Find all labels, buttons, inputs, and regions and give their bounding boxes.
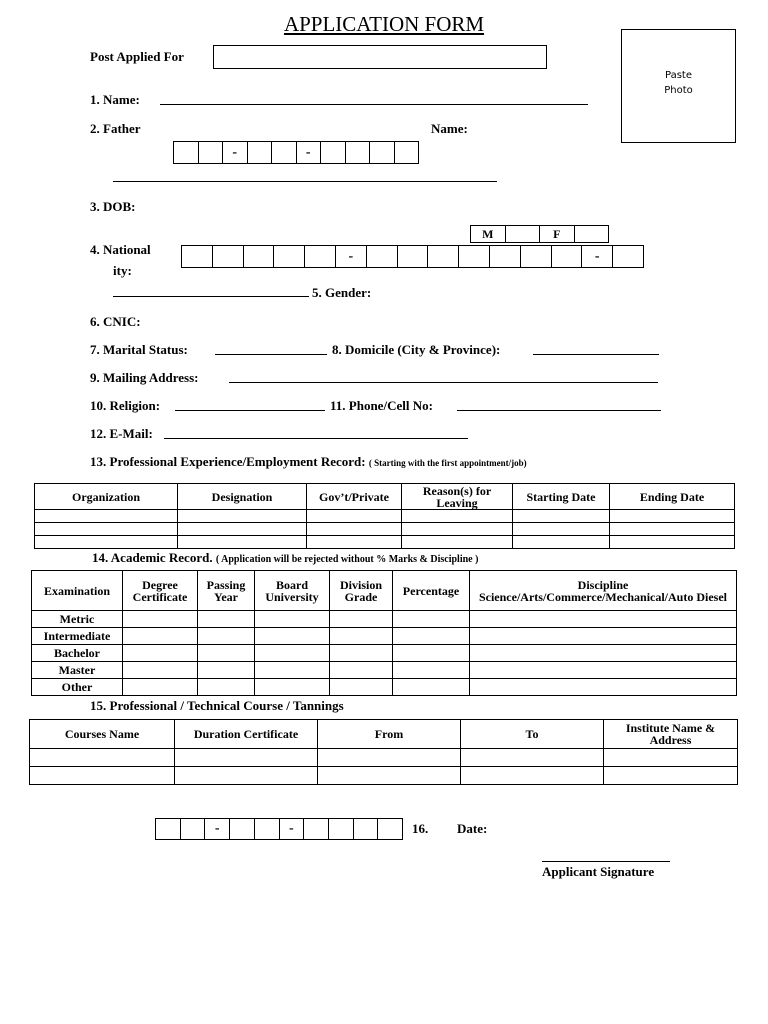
- course-header-institute: Institute Name & Address: [604, 720, 738, 749]
- table-cell[interactable]: [393, 662, 470, 679]
- gender-boxes[interactable]: [470, 225, 609, 243]
- table-cell[interactable]: [123, 679, 198, 696]
- cnic-cell[interactable]: [244, 246, 275, 267]
- post-applied-label: Post Applied For: [90, 49, 184, 64]
- acad-header-division: Division Grade: [330, 571, 393, 611]
- table-row: [32, 662, 737, 679]
- table-cell[interactable]: [461, 749, 604, 767]
- table-cell[interactable]: [393, 679, 470, 696]
- cnic-cell[interactable]: [490, 246, 521, 267]
- cnic-cell[interactable]: [305, 246, 336, 267]
- nationality-label: 4. National: [90, 242, 151, 257]
- table-row: [32, 611, 737, 628]
- table-cell[interactable]: [123, 611, 198, 628]
- table-cell[interactable]: [175, 749, 318, 767]
- acad-row-label: Metric: [32, 611, 123, 628]
- academic-title: 14. Academic Record.: [92, 550, 213, 565]
- table-cell[interactable]: [198, 679, 255, 696]
- course-header-to: To: [461, 720, 604, 749]
- domicile-input-line[interactable]: [533, 354, 659, 355]
- acad-row-label: Master: [32, 662, 123, 679]
- table-cell[interactable]: [513, 523, 610, 536]
- cnic-cell[interactable]: [321, 142, 346, 163]
- exp-header-govt: Gov’t/Private: [307, 484, 402, 510]
- photo-box[interactable]: [621, 29, 736, 143]
- marital-input-line[interactable]: [215, 354, 327, 355]
- table-cell[interactable]: [470, 611, 737, 628]
- table-cell[interactable]: [35, 510, 178, 523]
- cnic-cell[interactable]: [174, 142, 199, 163]
- table-cell[interactable]: [255, 679, 330, 696]
- table-cell[interactable]: [198, 611, 255, 628]
- signature-label: Applicant Signature: [542, 864, 655, 879]
- table-cell[interactable]: [330, 611, 393, 628]
- acad-header-discipline: Discipline Science/Arts/Commerce/Mechanical/Auto Diesel: [470, 571, 737, 611]
- table-cell[interactable]: [330, 628, 393, 645]
- table-cell[interactable]: [198, 662, 255, 679]
- table-cell[interactable]: [470, 628, 737, 645]
- table-cell[interactable]: [604, 767, 738, 785]
- cnic-cell[interactable]: [398, 246, 429, 267]
- table-cell[interactable]: [198, 628, 255, 645]
- acad-row-label: Other: [32, 679, 123, 696]
- acad-header-board: Board University: [255, 571, 330, 611]
- date-boxes[interactable]: [155, 818, 403, 840]
- cnic-cell[interactable]: [182, 246, 213, 267]
- table-cell[interactable]: [255, 645, 330, 662]
- exp-header-start: Starting Date: [513, 484, 610, 510]
- cnic-cell[interactable]: [428, 246, 459, 267]
- table-cell[interactable]: [393, 611, 470, 628]
- exp-header-reason: Reason(s) for Leaving: [402, 484, 513, 510]
- email-input-line[interactable]: [164, 438, 468, 439]
- date-cell[interactable]: [181, 819, 206, 839]
- table-cell[interactable]: [123, 628, 198, 645]
- marital-label: 7. Marital Status:: [90, 342, 188, 357]
- table-cell[interactable]: [307, 510, 402, 523]
- cnic-cell[interactable]: [213, 246, 244, 267]
- cnic-cell[interactable]: [367, 246, 398, 267]
- exp-header-organization: Organization: [35, 484, 178, 510]
- table-cell[interactable]: [123, 662, 198, 679]
- cnic-cell[interactable]: [248, 142, 273, 163]
- cnic-cell[interactable]: [199, 142, 224, 163]
- course-header-duration: Duration Certificate: [175, 720, 318, 749]
- date-cell[interactable]: [156, 819, 181, 839]
- table-cell[interactable]: [513, 536, 610, 549]
- father-cnic-boxes[interactable]: [173, 141, 419, 164]
- cnic-cell[interactable]: [395, 142, 419, 163]
- mailing-input-line[interactable]: [229, 382, 658, 383]
- table-row: [35, 536, 735, 549]
- table-row: [32, 679, 737, 696]
- academic-label: [92, 550, 478, 566]
- table-cell[interactable]: [198, 645, 255, 662]
- email-label: 12. E-Mail:: [90, 426, 153, 441]
- course-header-name: Courses Name: [30, 720, 175, 749]
- table-row: [35, 510, 735, 523]
- academic-table: [31, 570, 737, 696]
- signature-line[interactable]: [542, 861, 670, 862]
- acad-header-degree: Degree Certificate: [123, 571, 198, 611]
- cnic-cell[interactable]: [370, 142, 395, 163]
- acad-header-percentage: Percentage: [393, 571, 470, 611]
- acad-header-exam: Examination: [32, 571, 123, 611]
- table-cell[interactable]: [255, 611, 330, 628]
- cnic-dash: -: [297, 142, 322, 163]
- table-row: [30, 749, 738, 767]
- table-cell[interactable]: [307, 536, 402, 549]
- date-label: Date:: [457, 821, 488, 836]
- cnic-cell[interactable]: [459, 246, 490, 267]
- table-cell[interactable]: [461, 767, 604, 785]
- acad-row-label: Intermediate: [32, 628, 123, 645]
- table-cell[interactable]: [393, 628, 470, 645]
- table-cell[interactable]: [470, 679, 737, 696]
- table-cell[interactable]: [255, 628, 330, 645]
- nationality-input-line[interactable]: [113, 296, 309, 297]
- mailing-label: 9. Mailing Address:: [90, 370, 199, 385]
- experience-note: ( Starting with the first appointment/job): [368, 458, 527, 468]
- domicile-label: 8. Domicile (City & Province):: [332, 342, 501, 357]
- table-cell[interactable]: [178, 523, 307, 536]
- cnic-cell[interactable]: [272, 142, 297, 163]
- gender-m-label: M: [471, 226, 506, 242]
- date-cell[interactable]: [304, 819, 329, 839]
- table-cell[interactable]: [318, 749, 461, 767]
- table-cell[interactable]: [610, 523, 735, 536]
- cnic-dash: -: [223, 142, 248, 163]
- course-table: [29, 719, 738, 785]
- cnic-dash: -: [582, 246, 613, 267]
- phone-input-line[interactable]: [457, 410, 661, 411]
- course-header-from: From: [318, 720, 461, 749]
- date-cell[interactable]: [329, 819, 354, 839]
- father-name-line[interactable]: [113, 181, 497, 182]
- table-cell[interactable]: [330, 662, 393, 679]
- father-name-label: Name:: [431, 121, 468, 136]
- experience-label: [90, 454, 527, 470]
- table-cell[interactable]: [604, 749, 738, 767]
- cnic-boxes[interactable]: [181, 245, 644, 268]
- cnic-cell[interactable]: [346, 142, 371, 163]
- date-cell[interactable]: [378, 819, 402, 839]
- table-cell[interactable]: [393, 645, 470, 662]
- table-cell[interactable]: [178, 536, 307, 549]
- table-cell[interactable]: [610, 536, 735, 549]
- table-cell[interactable]: [330, 679, 393, 696]
- post-applied-input[interactable]: [213, 45, 547, 69]
- table-row: [35, 523, 735, 536]
- table-cell[interactable]: [610, 510, 735, 523]
- acad-header-year: Passing Year: [198, 571, 255, 611]
- date-dash: -: [280, 819, 305, 839]
- gender-f-box[interactable]: [575, 226, 609, 242]
- table-cell[interactable]: [35, 536, 178, 549]
- exp-header-designation: Designation: [178, 484, 307, 510]
- nationality-label-cont: ity:: [113, 263, 132, 278]
- academic-note: ( Application will be rejected without % Marks & Discipline ): [215, 554, 479, 565]
- cnic-dash: -: [336, 246, 367, 267]
- table-cell[interactable]: [35, 523, 178, 536]
- table-cell[interactable]: [330, 645, 393, 662]
- acad-row-label: Bachelor: [32, 645, 123, 662]
- cnic-cell[interactable]: [613, 246, 643, 267]
- gender-f-label: F: [540, 226, 575, 242]
- cnic-cell[interactable]: [552, 246, 583, 267]
- exp-header-end: Ending Date: [610, 484, 735, 510]
- table-row: [30, 767, 738, 785]
- date-cell[interactable]: [230, 819, 255, 839]
- table-cell[interactable]: [402, 523, 513, 536]
- date-dash: -: [205, 819, 230, 839]
- table-cell[interactable]: [470, 662, 737, 679]
- table-cell[interactable]: [318, 767, 461, 785]
- cnic-cell[interactable]: [521, 246, 552, 267]
- father-label: 2. Father: [90, 121, 141, 136]
- table-row: [32, 645, 737, 662]
- page-title: APPLICATION FORM: [283, 12, 485, 36]
- table-cell[interactable]: [123, 645, 198, 662]
- gender-m-box[interactable]: [506, 226, 541, 242]
- phone-label: 11. Phone/Cell No:: [330, 398, 433, 413]
- date-number: 16.: [412, 821, 429, 836]
- date-cell[interactable]: [354, 819, 379, 839]
- experience-table: [34, 483, 735, 549]
- religion-input-line[interactable]: [175, 410, 325, 411]
- table-cell[interactable]: [402, 510, 513, 523]
- course-label: 15. Professional / Technical Course / Tannings: [90, 698, 344, 713]
- date-cell[interactable]: [255, 819, 280, 839]
- cnic-cell[interactable]: [274, 246, 305, 267]
- table-cell[interactable]: [30, 767, 175, 785]
- dob-label: 3. DOB:: [90, 199, 136, 214]
- table-cell[interactable]: [402, 536, 513, 549]
- table-cell[interactable]: [178, 510, 307, 523]
- gender-label: 5. Gender:: [312, 285, 372, 300]
- table-cell[interactable]: [255, 662, 330, 679]
- religion-label: 10. Religion:: [90, 398, 161, 413]
- table-row: [32, 628, 737, 645]
- experience-title: 13. Professional Experience/Employment Record:: [90, 454, 366, 469]
- name-label: 1. Name:: [90, 92, 140, 107]
- table-cell[interactable]: [175, 767, 318, 785]
- table-cell[interactable]: [470, 645, 737, 662]
- table-cell[interactable]: [307, 523, 402, 536]
- photo-label-2: Photo: [664, 85, 693, 96]
- name-input-line[interactable]: [160, 104, 588, 105]
- table-cell[interactable]: [30, 749, 175, 767]
- cnic-label: 6. CNIC:: [90, 314, 141, 329]
- table-cell[interactable]: [513, 510, 610, 523]
- photo-label-1: Paste: [665, 70, 692, 81]
